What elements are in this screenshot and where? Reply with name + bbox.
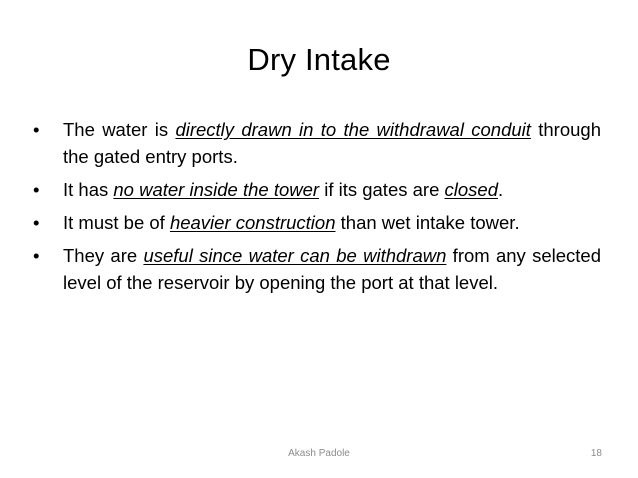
text-run: from any selected level of the reservoir by opening the port at that level. xyxy=(63,245,601,293)
bullet-list xyxy=(33,116,601,302)
emphasized-text: no water inside the tower xyxy=(113,179,320,200)
bullet-item xyxy=(33,209,601,236)
bullet-point: • xyxy=(33,179,40,200)
footer-author: Akash Padole xyxy=(288,448,350,459)
bullet-item xyxy=(33,116,601,170)
bullet-point: • xyxy=(33,119,40,140)
text-run: It has xyxy=(63,179,114,200)
text-run: if its gates are xyxy=(319,179,445,200)
bullet-point: • xyxy=(33,245,40,266)
bullet-point: • xyxy=(33,212,40,233)
bullet-text xyxy=(63,179,503,200)
text-run: than wet intake tower. xyxy=(335,212,520,233)
page-number: 18 xyxy=(590,448,602,459)
bullet-text xyxy=(63,245,601,293)
text-run: . xyxy=(498,179,504,200)
bullet-item xyxy=(33,242,601,296)
text-run: They are xyxy=(63,245,144,266)
bullet-item xyxy=(33,176,601,203)
emphasized-text: closed xyxy=(444,179,498,200)
text-run: The water is xyxy=(63,119,176,140)
emphasized-text: useful since water can be withdrawn xyxy=(143,245,447,266)
text-run: through the gated entry ports. xyxy=(63,119,602,167)
emphasized-text: heavier construction xyxy=(169,212,336,233)
bullet-text xyxy=(63,212,520,233)
bullet-text xyxy=(63,119,601,167)
emphasized-text: directly drawn in to the withdrawal conduit xyxy=(175,119,531,140)
slide-title: Dry Intake xyxy=(247,42,391,77)
text-run: It must be of xyxy=(63,212,170,233)
